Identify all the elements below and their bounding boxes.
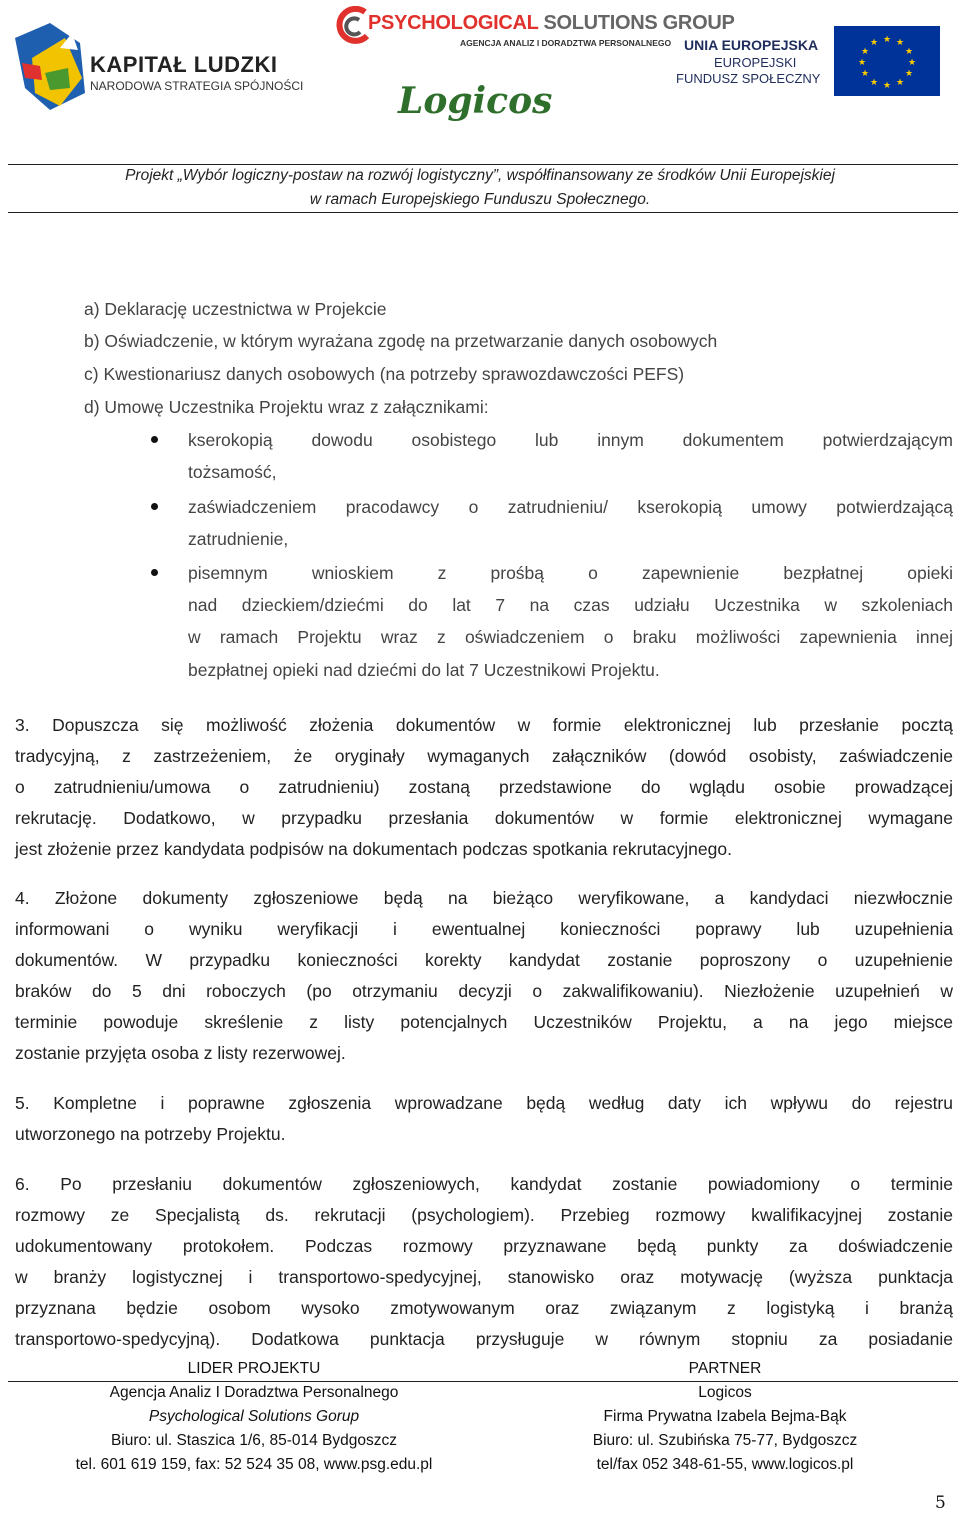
p4-line3: dokumentów. W przypadku konieczności korekty kandydat zostanie poproszony o uzupełnienie: [15, 950, 953, 970]
footer-partner-line1: Logicos: [698, 1384, 752, 1401]
footer-leader-line4: tel. 601 619 159, fax: 52 524 35 08, www.psg.edu.pl: [75, 1456, 433, 1473]
p4-line6: zostanie przyjęta osoba z listy rezerwowej.: [15, 1043, 346, 1063]
project-statement-line1: Projekt „Wybór logiczny-postaw na rozwój logistyczny”, współfinansowany ze środków Unii Europejskiej: [125, 167, 835, 184]
p6-line3: udokumentowany protokołem. Podczas rozmowy przyznawane będą punkty za doświadczenie: [15, 1236, 953, 1256]
p3-line4: rekrutację. Dodatkowo, w przypadku przesłania dokumentów w formie elektronicznej wymagane: [15, 808, 953, 828]
p4-line2: informowani o wyniku weryfikacji i ewentualnej konieczności poprawy lub uzupełnienia: [15, 919, 953, 939]
footer-rule: [8, 1381, 958, 1382]
psg-name-part1: PSYCHOLOGICAL: [368, 12, 544, 34]
footer-partner-line3: Biuro: ul. Szubińska 75-77, Bydgoszcz: [592, 1432, 858, 1449]
p3-line1: 3. Dopuszcza się możliwość złożenia dokumentów w formie elektronicznej lub przesłanie pocztą: [15, 715, 953, 735]
svg-text:★: ★: [904, 69, 914, 79]
eu-flag-icon: [834, 26, 940, 96]
p3-line5: jest złożenie przez kandydata podpisów na dokumentach podczas spotkania rekrutacyjnego.: [15, 839, 732, 859]
footer-partner-line2: Firma Prywatna Izabela Bejma-Bąk: [603, 1408, 847, 1425]
bullet-icon: [151, 503, 158, 510]
footer-leader-line2: Psychological Solutions Gorup: [148, 1408, 360, 1425]
psg-logo-name: [368, 12, 735, 35]
svg-text:★: ★: [895, 38, 905, 48]
bullet-icon: [151, 436, 158, 443]
p5-line1: 5. Kompletne i poprawne zgłoszenia wprowadzane będą według daty ich wpływu do rejestru: [15, 1093, 953, 1113]
footer-leader-heading: LIDER PROJEKTU: [187, 1360, 321, 1377]
p4-line5: terminie powoduje skreślenie z listy potencjalnych Uczestników Projektu, a na jego miejsce: [15, 1012, 953, 1032]
page-number: 5: [935, 1493, 946, 1513]
logicos-logo: Logicos: [398, 80, 553, 122]
kapital-ludzki-subtitle: NARODOWA STRATEGIA SPÓJNOŚCI: [90, 79, 304, 93]
p3-line2: tradycyjną, z zastrzeżeniem, że oryginały wymaganych załączników (dowód osobisty, zaświadczenie: [15, 746, 953, 766]
psg-logo-subtitle: AGENCJA ANALIZ I DORADZTWA PERSONALNEGO: [460, 38, 672, 48]
footer-leader-line1: Agencja Analiz I Doradztwa Personalnego: [109, 1384, 399, 1401]
svg-text:★: ★: [860, 69, 870, 79]
list-item-c: c) Kwestionariusz danych osobowych (na potrzeby sprawozdawczości PEFS): [84, 364, 685, 384]
p3-line3: o zatrudnieniu/umowa o zatrudnieniu) zostaną przedstawione do wglądu osobie prowadzącej: [15, 777, 953, 797]
p6-line2: rozmowy ze Specjalistą ds. rekrutacji (psychologiem). Przebieg rozmowy kwalifikacyjnej zostanie: [15, 1205, 953, 1225]
footer-partner-heading: PARTNER: [688, 1360, 762, 1377]
list-item-a: a) Deklarację uczestnictwa w Projekcie: [84, 299, 387, 319]
p6-line1: 6. Po przesłaniu dokumentów zgłoszeniowych, kandydat zostanie powiadomiony o terminie: [15, 1174, 953, 1194]
p6-line5: przyznana będzie osobom wysoko zmotywowanym oraz związanym z logistyką i branżą: [15, 1298, 953, 1318]
bullet2-line2: zatrudnienie,: [188, 529, 289, 549]
bullet3-line2: nad dzieckiem/dziećmi do lat 7 na czas udziału Uczestnika w szkoleniach: [188, 595, 953, 615]
bullet1-line2: tożsamość,: [188, 462, 277, 482]
svg-text:★: ★: [882, 35, 892, 45]
bullet3-line1: pisemnym wnioskiem z prośbą o zapewnienie bezpłatnej opieki: [188, 563, 953, 583]
header-rule-bottom: [8, 212, 958, 213]
project-statement-line2: w ramach Europejskiego Funduszu Społecznego.: [309, 191, 651, 208]
svg-text:★: ★: [904, 47, 914, 57]
bullet1-line1: kserokopią dowodu osobistego lub innym dokumentem potwierdzającym: [188, 430, 953, 450]
list-item-d: d) Umowę Uczestnika Projektu wraz z załącznikami:: [84, 397, 489, 417]
bullet3-line4: bezpłatnej opieki nad dziećmi do lat 7 Uczestnikowi Projektu.: [188, 660, 660, 680]
svg-text:★: ★: [860, 47, 870, 57]
svg-text:★: ★: [882, 81, 892, 91]
ue-logo-line3: FUNDUSZ SPOŁECZNY: [676, 71, 821, 86]
psg-name-part2: SOLUTIONS GROUP: [543, 12, 735, 34]
svg-text:★: ★: [907, 58, 917, 68]
p6-line6: transportowo-spedycyjną). Dodatkowa punktacja przysługuje w równym stopniu za posiadanie: [15, 1329, 953, 1349]
ue-logo-line2: EUROPEJSKI: [714, 55, 797, 70]
ue-logo-line1: UNIA EUROPEJSKA: [684, 37, 819, 53]
p4-line1: 4. Złożone dokumenty zgłoszeniowe będą na bieżąco weryfikowane, a kandydaci niezwłocznie: [15, 888, 953, 908]
kapital-ludzki-title: KAPITAŁ LUDZKI: [90, 52, 278, 77]
bullet2-line1: zaświadczeniem pracodawcy o zatrudnieniu/ kserokopią umowy potwierdzającą: [188, 497, 953, 517]
p6-line4: w branży logistycznej i transportowo-spedycyjnej, stanowisko oraz motywację (wyższa punktacja: [15, 1267, 953, 1287]
bullet-icon: [151, 569, 158, 576]
footer-partner-line4: tel/fax 052 348-61-55, www.logicos.pl: [596, 1456, 854, 1473]
p5-line2: utworzonego na potrzeby Projektu.: [15, 1124, 286, 1144]
svg-text:★: ★: [895, 78, 905, 88]
p4-line4: braków do 5 dni roboczych (po otrzymaniu decyzji o zakwalifikowaniu). Niezłożenie uzupełnień w: [15, 981, 953, 1001]
header-rule: [8, 164, 958, 165]
svg-text:★: ★: [869, 38, 879, 48]
list-item-b: b) Oświadczenie, w którym wyrażana zgodę na przetwarzanie danych osobowych: [84, 331, 718, 351]
bullet3-line3: w ramach Projektu wraz z oświadczeniem o braku możliwości zapewnienia innej: [188, 627, 953, 647]
svg-text:★: ★: [869, 78, 879, 88]
svg-text:★: ★: [857, 58, 867, 68]
footer-leader-line3: Biuro: ul. Staszica 1/6, 85-014 Bydgoszcz: [110, 1432, 398, 1449]
psg-logo-mark-icon: [333, 6, 373, 46]
